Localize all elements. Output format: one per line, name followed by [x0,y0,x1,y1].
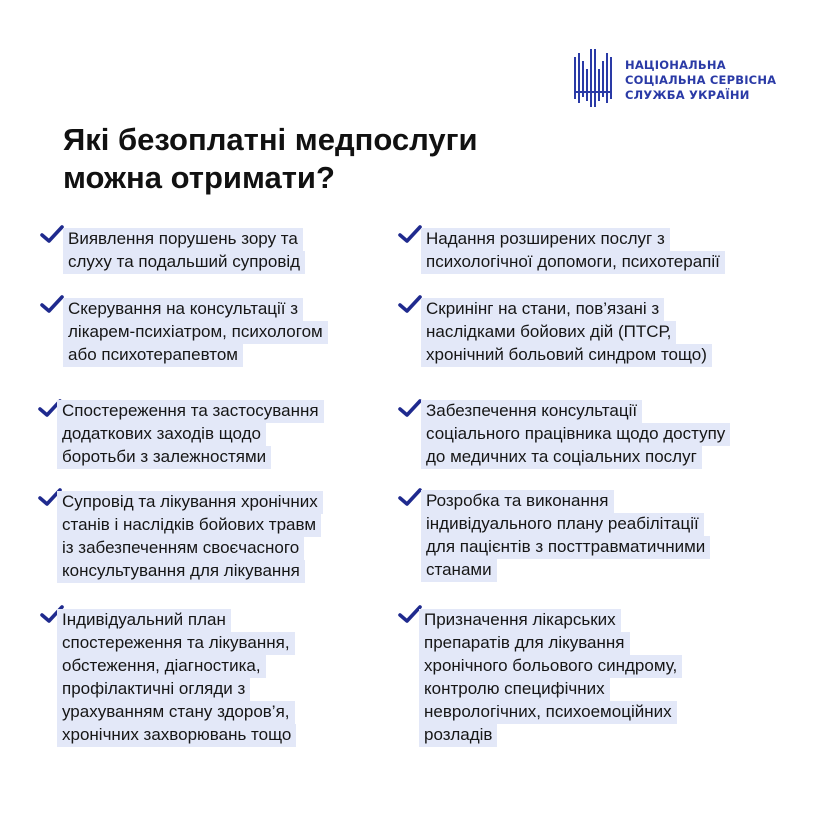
service-item-line: Скринінг на стани, пов’язані з [421,298,664,321]
service-item-line: психологічної допомоги, психотерапії [421,251,725,274]
service-item-line: наслідками бойових дій (ПТСР, [421,321,676,344]
logo [573,47,776,111]
checkmark-icon [40,224,64,244]
service-item-line: індивідуального плану реабілітації [421,513,704,536]
service-item-text [63,298,328,367]
service-item-line: Призначення лікарських [419,609,621,632]
service-item-text [421,228,725,274]
service-item-line: або психотерапевтом [63,344,243,367]
checkmark-icon [398,398,422,418]
page-title-line: Які безоплатні медпослуги [63,122,478,157]
service-item-line: контролю специфічних [419,678,610,701]
checkmark-icon [398,487,422,507]
service-item-text [57,609,296,747]
logo-line: НАЦІОНАЛЬНА [625,58,726,72]
service-item-line: для пацієнтів з посттравматичними [421,536,710,559]
service-item-text [57,400,324,469]
service-item-line: Спостереження та застосування [57,400,324,423]
logo-text [625,58,776,103]
service-item-line: станами [421,559,497,582]
service-item-line: Індивідуальний план [57,609,231,632]
service-item-line: станів і наслідків бойових травм [57,514,321,537]
service-item-line: неврологічних, психоемоційних [419,701,677,724]
service-item-line: хронічний больовий синдром тощо) [421,344,712,367]
service-item-text [421,490,710,582]
checkmark-icon [398,224,422,244]
service-item-line: Розробка та виконання [421,490,614,513]
service-item-line: із забезпеченням своєчасного [57,537,304,560]
page-title-line: можна отримати? [63,160,335,195]
service-item-line: Виявлення порушень зору та [63,228,303,251]
service-item-line: хронічного больового синдрому, [419,655,682,678]
service-item-line: соціального працівника щодо доступу [421,423,730,446]
service-item-line: лікарем-психіатром, психологом [63,321,328,344]
logo-line: СЛУЖБА УКРАЇНИ [625,88,750,102]
service-item-line: препаратів для лікування [419,632,630,655]
service-item-text [57,491,323,583]
checkmark-icon [398,294,422,314]
service-item-line: розладів [419,724,497,747]
service-item-text [421,400,730,469]
service-item-line: Забезпечення консультації [421,400,642,423]
service-item-line: Супровід та лікування хронічних [57,491,323,514]
service-item-line: хронічних захворювань тощо [57,724,296,747]
trident-barcode-icon [573,47,613,111]
service-item-text [63,228,305,274]
service-item-text [421,298,712,367]
service-item-line: слуху та подальший супровід [63,251,305,274]
service-item-line: Скерування на консультації з [63,298,303,321]
service-item-line: додаткових заходів щодо [57,423,266,446]
service-item-line: урахуванням стану здоров’я, [57,701,295,724]
service-item-line: обстеження, діагностика, [57,655,266,678]
service-item-line: спостереження та лікування, [57,632,295,655]
logo-line: СОЦІАЛЬНА СЕРВІСНА [625,73,777,87]
service-item-line: консультування для лікування [57,560,305,583]
service-item-line: боротьби з залежностями [57,446,271,469]
service-item-text [419,609,682,747]
page-title [63,121,623,197]
service-item-line: до медичних та соціальних послуг [421,446,702,469]
service-item-line: профілактичні огляди з [57,678,250,701]
checkmark-icon [40,294,64,314]
service-item-line: Надання розширених послуг з [421,228,670,251]
